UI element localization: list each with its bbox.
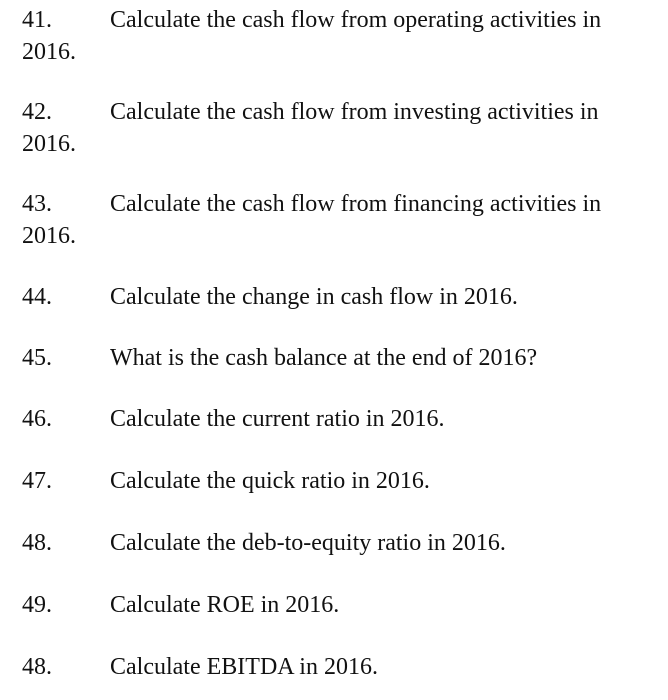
question-number: 49.: [22, 592, 52, 618]
question-number: 48.: [22, 530, 52, 556]
question-text: Calculate the cash flow from financing activities in: [110, 191, 602, 217]
question-text-continuation: 2016.: [22, 131, 76, 157]
question-number: 48.: [22, 654, 52, 680]
question-number: 46.: [22, 406, 52, 432]
question-text-continuation: 2016.: [22, 39, 76, 65]
question-number: 43.: [22, 191, 52, 217]
question-number: 44.: [22, 284, 52, 310]
question-text: Calculate the cash flow from operating activities in: [110, 7, 602, 33]
question-text: Calculate the current ratio in 2016.: [110, 406, 445, 432]
question-number: 42.: [22, 99, 52, 125]
question-number: 47.: [22, 468, 52, 494]
question-text: Calculate the cash flow from investing activities in: [110, 99, 599, 125]
question-text: Calculate ROE in 2016.: [110, 592, 340, 618]
question-text: Calculate the change in cash flow in 2016.: [110, 284, 518, 310]
question-number: 41.: [22, 7, 52, 33]
question-number: 45.: [22, 345, 52, 371]
question-text: What is the cash balance at the end of 2016?: [110, 345, 538, 371]
question-text: Calculate EBITDA in 2016.: [110, 654, 378, 680]
question-text: Calculate the deb-to-equity ratio in 2016.: [110, 530, 506, 556]
question-text-continuation: 2016.: [22, 223, 76, 249]
question-text: Calculate the quick ratio in 2016.: [110, 468, 430, 494]
